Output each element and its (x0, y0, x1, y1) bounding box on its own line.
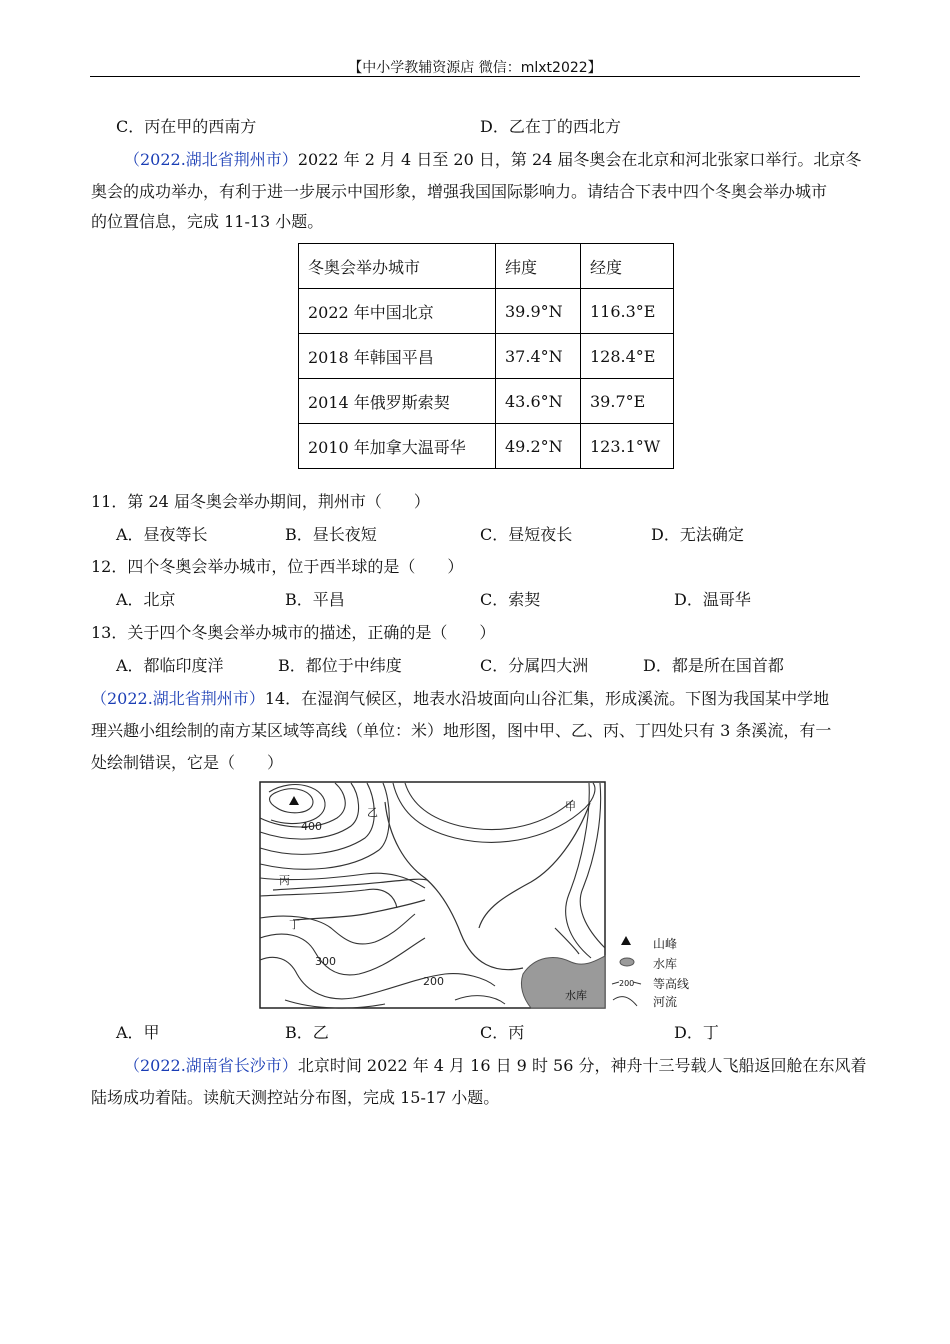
q14-source: （2022.湖北省荆州市） (91, 689, 265, 708)
table-header-row (299, 244, 674, 289)
q13-stem: 13．关于四个冬奥会举办城市的描述，正确的是（ ） (91, 623, 496, 642)
intro1-text: 2022 年 2 月 4 日至 20 日，第 24 届冬奥会在北京和河北张家口举行。北京冬 (297, 150, 862, 169)
legend-peak: 山峰 (653, 937, 678, 951)
olympic-cities-table (298, 243, 674, 469)
table-header-cell: 冬奥会举办城市 (299, 244, 496, 289)
intro2-line1 (124, 1056, 866, 1076)
q13-option-a: A．都临印度洋 (116, 656, 224, 675)
table-cell: 43.6°N (496, 379, 581, 424)
q11-option-c: C．昼短夜长 (480, 525, 573, 544)
table-row (299, 424, 674, 469)
legend-river: 河流 (653, 995, 678, 1009)
intro1-source: （2022.湖北省荆州市） (124, 150, 298, 169)
table-cell: 39.7°E (581, 379, 674, 424)
table-cell: 116.3°E (581, 289, 674, 334)
table-cell: 2018 年韩国平昌 (299, 334, 496, 379)
page-header: 【中小学教辅资源店 微信：mlxt2022】 (348, 60, 602, 76)
header-rule (90, 76, 860, 77)
q11-option-b: B．昼长夜短 (285, 525, 377, 544)
label-ding: 丁 (289, 918, 300, 931)
label-yi: 乙 (367, 806, 378, 819)
table-cell: 128.4°E (581, 334, 674, 379)
table-cell: 37.4°N (496, 334, 581, 379)
contour-label-300: 300 (315, 955, 336, 968)
label-jia: 甲 (565, 800, 576, 813)
q12-option-a: A．北京 (116, 590, 176, 609)
table-cell: 123.1°W (581, 424, 674, 469)
q14-option-b: B．乙 (285, 1023, 329, 1042)
table-cell: 2022 年中国北京 (299, 289, 496, 334)
q12-stem: 12．四个冬奥会举办城市，位于西半球的是（ ） (91, 557, 464, 576)
q14-line2: 理兴趣小组绘制的南方某区域等高线（单位：米）地形图，图中甲、乙、丙、丁四处只有 3 条溪流，有一 (91, 721, 832, 740)
q14-text: 14．在湿润气候区，地表水沿坡面向山谷汇集，形成溪流。下图为我国某中学地 (264, 689, 830, 708)
reservoir-label: 水库 (565, 989, 587, 1002)
prev-option-d: D．乙在丁的西北方 (480, 117, 621, 136)
table-row (299, 334, 674, 379)
q11-stem: 11．第 24 届冬奥会举办期间，荆州市（ ） (91, 492, 430, 511)
table-cell: 2014 年俄罗斯索契 (299, 379, 496, 424)
table-header-cell: 经度 (581, 244, 674, 289)
table-cell: 49.2°N (496, 424, 581, 469)
legend-river-icon (613, 997, 637, 1006)
table-row (299, 289, 674, 334)
q12-option-b: B．平昌 (285, 590, 345, 609)
table-cell: 2010 年加拿大温哥华 (299, 424, 496, 469)
prev-option-c: C．丙在甲的西南方 (116, 117, 257, 136)
q14-line3: 处绘制错误，它是（ ） (91, 753, 284, 772)
q11-option-a: A．昼夜等长 (116, 525, 208, 544)
intro2-source: （2022.湖南省长沙市） (124, 1056, 298, 1075)
table-row (299, 379, 674, 424)
intro1-line2: 奥会的成功举办，有利于进一步展示中国形象，增强我国国际影响力。请结合下表中四个冬奥会举办城市 (91, 182, 828, 201)
q12-option-c: C．索契 (480, 590, 541, 609)
q13-option-c: C．分属四大洲 (480, 656, 589, 675)
intro2-text: 北京时间 2022 年 4 月 16 日 9 时 56 分，神舟十三号载人飞船返回舱在东风着 (297, 1056, 867, 1075)
legend-contour: 等高线 (653, 977, 690, 991)
table-header-cell: 纬度 (496, 244, 581, 289)
q14-option-c: C．丙 (480, 1023, 525, 1042)
intro1-line3: 的位置信息，完成 11-13 小题。 (91, 212, 324, 231)
contour-label-200: 200 (423, 975, 444, 988)
q13-option-d: D．都是所在国首都 (643, 656, 784, 675)
label-bing: 丙 (279, 874, 290, 887)
intro1-line1 (124, 150, 861, 170)
legend-contour-tick (612, 982, 619, 984)
legend-contour-value: 200 (619, 979, 635, 988)
legend-reservoir-icon (620, 958, 634, 966)
q14-option-d: D．丁 (674, 1023, 719, 1042)
legend-peak-icon (621, 936, 631, 945)
q13-option-b: B．都位于中纬度 (278, 656, 402, 675)
reservoir-area (521, 956, 605, 1008)
q12-option-d: D．温哥华 (674, 590, 751, 609)
intro2-line2: 陆场成功着陆。读航天测控站分布图，完成 15-17 小题。 (91, 1088, 500, 1107)
contour-map (255, 778, 705, 1013)
legend-reservoir: 水库 (653, 957, 678, 971)
table-cell: 39.9°N (496, 289, 581, 334)
contour-label-400: 400 (301, 820, 322, 833)
q14-option-a: A．甲 (116, 1023, 160, 1042)
q14-line1 (91, 689, 829, 709)
q11-option-d: D．无法确定 (651, 525, 744, 544)
